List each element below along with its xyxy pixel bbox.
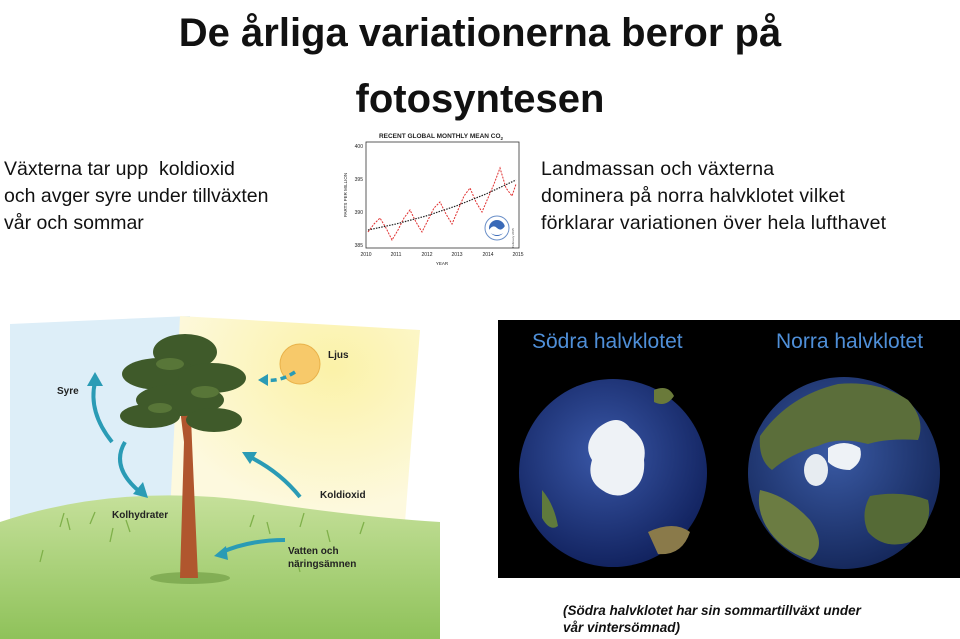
chart-side-note: February 2015 [511,228,515,248]
south-globe [519,379,707,567]
note-line-2: vår vintersömnad) [563,620,681,635]
southern-hemisphere-note [563,602,953,636]
left-text-line-1: Växterna tar upp koldioxid [4,158,235,180]
tree-photosynthesis-diagram [0,312,440,639]
north-hemisphere-label: Norra halvklotet [776,330,924,353]
north-landmass-3 [864,494,929,545]
greenland [804,454,828,486]
title-line-1: De årliga variationerna beror på [178,11,782,55]
label-kolhydrater: Kolhydrater [112,510,169,521]
label-vatten-1: Vatten och [288,546,339,557]
y-tick-395: 395 [354,177,363,183]
y-tick-385: 385 [354,243,363,249]
label-koldioxid: Koldioxid [320,490,366,501]
noaa-logo [485,216,509,240]
label-syre: Syre [57,386,79,397]
y-tick-390: 390 [354,210,363,216]
slide-title [0,0,960,132]
chart-title-sub: 2 [500,136,504,141]
south-hemisphere-label: Södra halvklotet [532,330,683,353]
x-tick-2015: 2015 [512,252,524,258]
title-line-2: fotosyntesen [355,77,605,121]
landmass-text [541,156,951,237]
co2-chart-image [336,128,526,270]
left-text-line-2: och avger syre under tillväxten [4,185,269,207]
x-tick-2011: 2011 [390,252,402,258]
right-text-line-1: Landmassan och växterna [541,158,775,180]
svg-text:RECENT GLOBAL MONTHLY MEAN CO2 [379,133,504,141]
note-line-1: (Södra halvklotet har sin sommartillväxt under [563,603,861,618]
north-globe [748,377,940,569]
hemispheres-panel [498,320,960,578]
chart-title: RECENT GLOBAL MONTHLY MEAN CO [378,133,501,140]
x-tick-2012: 2012 [421,252,433,258]
x-tick-2010: 2010 [360,252,372,258]
photosynthesis-text [4,156,324,237]
chart-ylabel: PARTS PER MILLION [343,172,348,218]
label-ljus: Ljus [328,350,349,361]
x-tick-2013: 2013 [451,252,463,258]
right-text-line-2: dominera på norra halvklotet vilket [541,185,845,207]
left-text-line-3: vår och sommar [4,212,144,234]
label-vatten-2: näringsämnen [288,559,357,570]
globes-image [498,320,960,578]
grass-ground [0,495,440,639]
right-text-line-3: förklarar variationen över hela lufthavet [541,212,887,234]
x-tick-2014: 2014 [482,252,494,258]
y-tick-400: 400 [354,144,363,150]
chart-xlabel: YEAR [435,261,449,266]
